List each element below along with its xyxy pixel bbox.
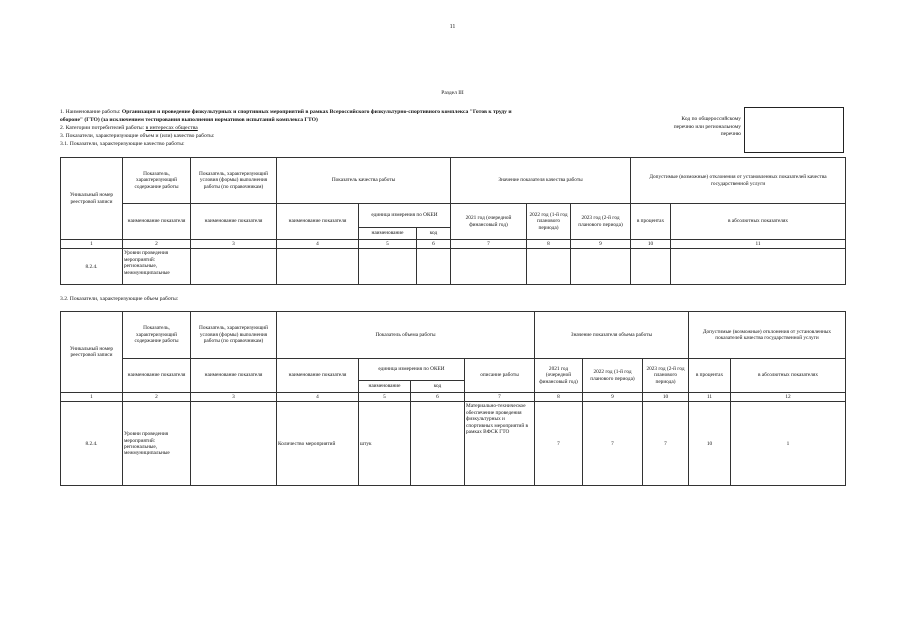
empty-cell — [671, 249, 846, 285]
header-quality-values: Значение показателя качества работы — [451, 158, 631, 204]
column-number: 5 — [359, 393, 411, 402]
header-percent: в процентах — [631, 204, 671, 240]
row-value-2023: 7 — [643, 402, 689, 486]
header-name: наименование показателя — [123, 204, 191, 240]
row-indicator: Количество мероприятий — [277, 402, 359, 486]
header-unit: единица измерения по ОКЕИ — [359, 359, 465, 381]
empty-cell — [191, 402, 277, 486]
column-number: 3 — [191, 240, 277, 249]
quality-section-title: 3.1. Показатели, характеризующие качество работы: — [60, 141, 185, 147]
column-number: 6 — [417, 240, 451, 249]
empty-cell — [527, 249, 571, 285]
header-unit-name: наименование — [359, 228, 417, 240]
header-name: наименование показателя — [123, 359, 191, 393]
header-volume-indicator: Показатель объема работы — [277, 312, 535, 359]
volume-table — [60, 311, 846, 486]
work-name-label: 1. Наименование работы: — [60, 109, 122, 115]
header-absolute: в абсолютных показателях — [671, 204, 846, 240]
column-number: 8 — [535, 393, 583, 402]
volume-section-title: 3.2. Показатели, характеризующие объем работы: — [60, 296, 179, 302]
column-number: 4 — [277, 393, 359, 402]
header-year-2021: 2021 год (очередной финансовый год) — [535, 359, 583, 393]
empty-cell — [191, 249, 277, 285]
column-number: 1 — [61, 240, 123, 249]
header-conditions-indicator: Показатель, характеризующий условия (формы) выполнения работы (по справочникам) — [191, 312, 277, 359]
row-absolute: 1 — [731, 402, 846, 486]
header-content-indicator: Показатель, характеризующий содержание работы — [123, 158, 191, 204]
quality-table — [60, 157, 846, 285]
empty-cell — [631, 249, 671, 285]
column-number: 2 — [123, 393, 191, 402]
section-title: Раздел III — [441, 90, 464, 96]
empty-cell — [451, 249, 527, 285]
header-year-2022: 2022 год (1-й год планового периода) — [527, 204, 571, 240]
table-row — [61, 249, 846, 285]
column-number: 10 — [631, 240, 671, 249]
column-number-row — [61, 240, 846, 249]
header-percent: в процентах — [689, 359, 731, 393]
header-description: описание работы — [465, 359, 535, 393]
row-value-2022: 7 — [583, 402, 643, 486]
header-year-2022: 2022 год (1-й год планового периода) — [583, 359, 643, 393]
header-unique-number: Уникальный номер реестровой записи — [61, 312, 123, 393]
header-content-indicator: Показатель, характеризующий содержание работы — [123, 312, 191, 359]
column-number: 7 — [451, 240, 527, 249]
header-deviation: Допустимые (возможные) отклонения от установленных показателей качества государственной услуги — [631, 158, 846, 204]
row-unit-name: штук — [359, 402, 411, 486]
row-unique-number: 8.2.4. — [61, 402, 123, 486]
header-unit-name: наименование — [359, 381, 411, 393]
column-number: 8 — [527, 240, 571, 249]
work-name-value-cont: обороне" (ГТО) (за исключением тестирования выполнения нормативов испытаний комплекса ГТО) — [60, 117, 318, 123]
header-unit-code: код — [411, 381, 465, 393]
empty-cell — [359, 249, 417, 285]
header-name: наименование показателя — [277, 204, 359, 240]
row-description: Материально-техническое обеспечение проведения физкультурных и спортивных мероприятий в рамках ВФСК ГТО — [465, 402, 535, 486]
column-number: 5 — [359, 240, 417, 249]
row-content: Уровни проведения мероприятий: региональные, межмуниципальные — [123, 402, 191, 486]
empty-cell — [277, 249, 359, 285]
work-description — [60, 108, 650, 148]
header-unique-number: Уникальный номер реестровой записи — [61, 158, 123, 240]
table-row — [61, 402, 846, 486]
column-number: 4 — [277, 240, 359, 249]
row-percent: 10 — [689, 402, 731, 486]
header-conditions-indicator: Показатель, характеризующий условия (формы) выполнения работы (по справочникам) — [191, 158, 277, 204]
column-number: 7 — [465, 393, 535, 402]
column-number: 9 — [583, 393, 643, 402]
column-number: 3 — [191, 393, 277, 402]
column-number: 11 — [689, 393, 731, 402]
row-content: Уровни проведения мероприятий: региональные, межмуниципальные — [123, 249, 191, 285]
header-unit-code: код — [417, 228, 451, 240]
empty-cell — [571, 249, 631, 285]
column-number: 12 — [731, 393, 846, 402]
header-name: наименование показателя — [191, 359, 277, 393]
column-number: 2 — [123, 240, 191, 249]
row-unique-number: 8.2.4. — [61, 249, 123, 285]
code-label-line: перечню — [720, 131, 741, 138]
header-year-2023: 2023 год (2-й год планового периода) — [643, 359, 689, 393]
header-unit: единица измерения по ОКЕИ — [359, 204, 451, 228]
consumer-value: в интересах общества — [145, 125, 198, 131]
header-absolute: в абсолютных показателях — [731, 359, 846, 393]
indicators-line: 3. Показатели, характеризующие объем и (или) качество работы: — [60, 133, 215, 139]
header-year-2023: 2023 год (2-й год планового периода) — [571, 204, 631, 240]
row-value-2021: 7 — [535, 402, 583, 486]
page-number: 11 — [449, 24, 456, 30]
header-deviation: Допустимые (возможные) отклонения от установленных показателей качества государственной услуги — [689, 312, 846, 359]
header-year-2021: 2021 год (очередной финансовый год) — [451, 204, 527, 240]
empty-cell — [417, 249, 451, 285]
column-number-row — [61, 393, 846, 402]
header-volume-values: Значение показателя объема работы — [535, 312, 689, 359]
code-label-line: Код по общероссийскому — [681, 116, 741, 122]
code-label-line: перечню или региональному — [673, 123, 741, 130]
column-number: 6 — [411, 393, 465, 402]
header-name: наименование показателя — [277, 359, 359, 393]
code-box — [744, 107, 844, 153]
consumer-label: 2. Категории потребителей работы: — [60, 125, 146, 131]
column-number: 9 — [571, 240, 631, 249]
work-name-line-2 — [60, 116, 650, 124]
work-name-value: Организация и проведение физкультурных и спортивных мероприятий в рамках Всероссийского физкультурно-спортивного комплекса "Готов к труду и — [121, 109, 512, 115]
column-number: 11 — [671, 240, 846, 249]
work-name-line — [60, 108, 650, 116]
header-quality-indicator: Показатель качества работы — [277, 158, 451, 204]
header-name: наименование показателя — [191, 204, 277, 240]
code-label — [657, 116, 741, 139]
column-number: 10 — [643, 393, 689, 402]
row-unit-code — [411, 402, 465, 486]
consumer-line — [60, 124, 650, 132]
column-number: 1 — [61, 393, 123, 402]
